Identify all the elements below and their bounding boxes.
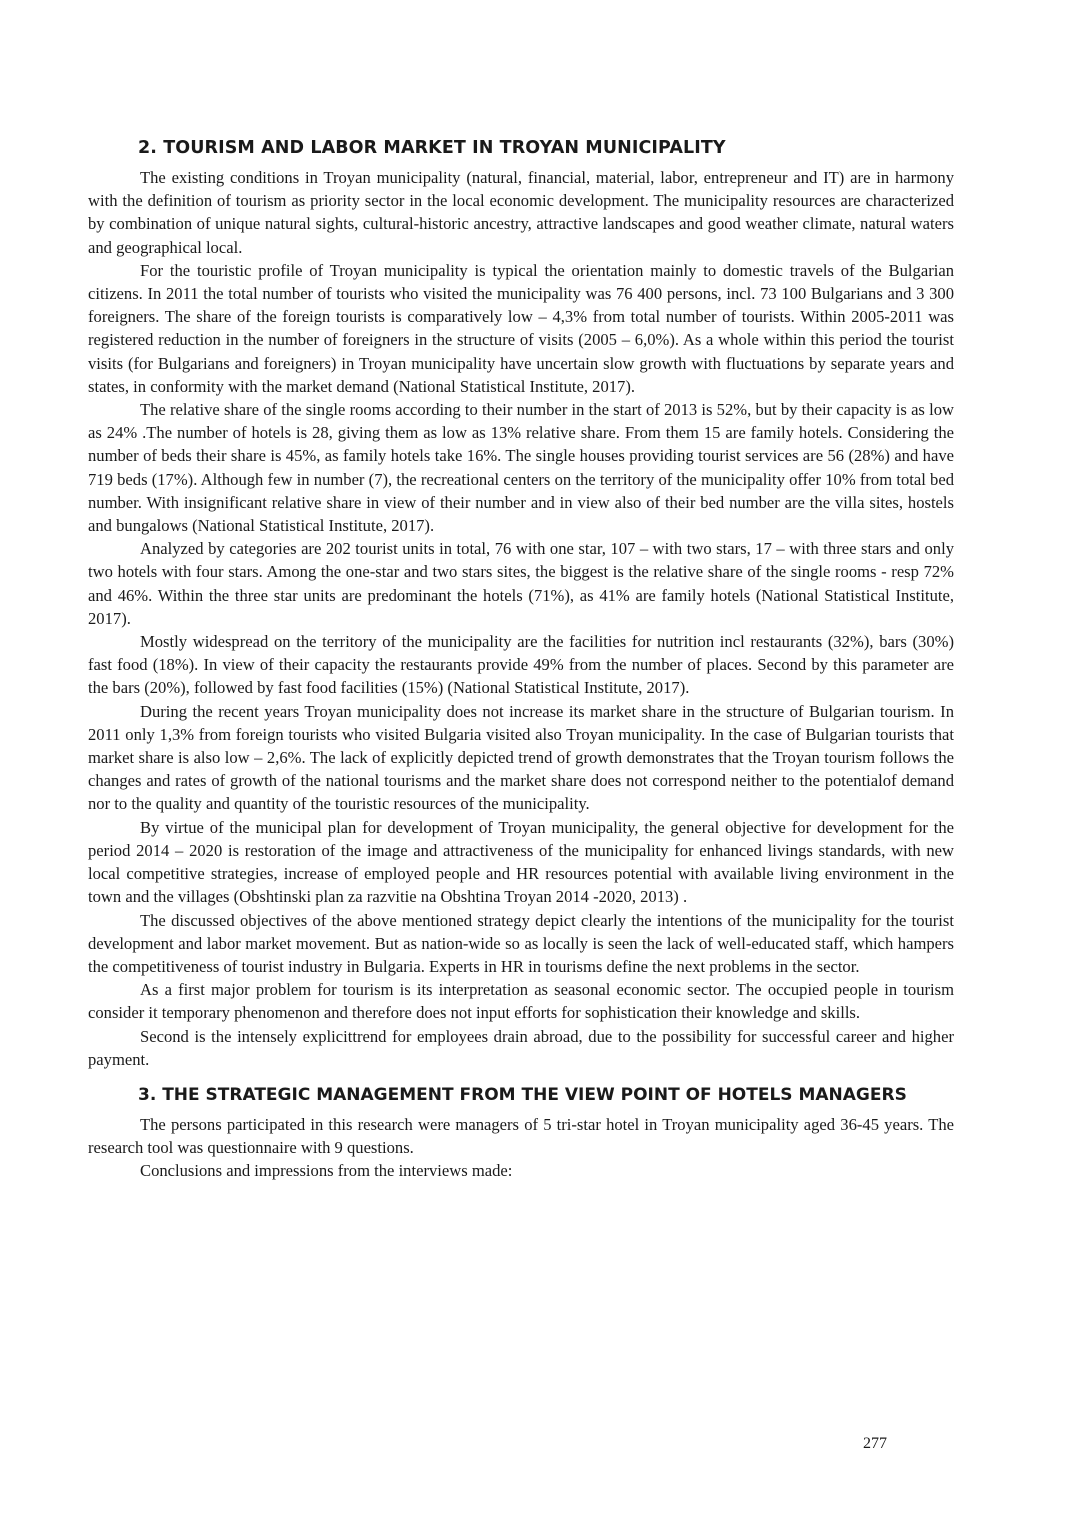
section-2-paragraph: By virtue of the municipal plan for development of Troyan municipality, the general objective for development for the period 2014 – 2020 is restoration of the image and attractiveness of the municipality for enhanced livings standards, with new local competitive strategies, increase of employed people and HR resources potential with available living environment in the town and the villages (Obshtinski plan za razvitie na Obshtina Troyan 2014 -2020, 2013) . [88, 817, 954, 907]
section-2-paragraph: The discussed objectives of the above mentioned strategy depict clearly the intentions of the municipality for the tourist development and labor market movement. But as nation-wide so as locally is seen the lack of well-educated staff, which hampers the competitiveness of tourist industry in Bulgaria. Experts in HR in tourisms define the next problems in the sector. [88, 910, 954, 976]
section-3-paragraph: The persons participated in this research were managers of 5 tri-star hotel in Troyan municipality aged 36-45 years. The research tool was questionnaire with 9 questions. [88, 1114, 954, 1158]
page-number: 277 [863, 1435, 887, 1452]
section-3-paragraph: Conclusions and impressions from the interviews made: [140, 1161, 513, 1181]
section-2-paragraph: For the touristic profile of Troyan municipality is typical the orientation mainly to domestic travels of the Bulgarian citizens. In 2011 the total number of tourists who visited the municipality was 76 400 persons, incl. 73 100 Bulgarians and 3 300 foreigners. The share of the foreign tourists is comparatively low – 4,3% from total number of tourists. Within 2005-2011 was registered reduction in the number of foreigners in the structure of visits (2005 – 6,0%). As a whole within this period the tourist visits (for Bulgarians and foreigners) in Troyan municipality have uncertain slow growth with fluctuations by separate years and states, in conformity with the market demand (National Statistical Institute, 2017). [88, 260, 954, 396]
page-body [88, 134, 954, 1183]
section-2-paragraph: Mostly widespread on the territory of the municipality are the facilities for nutrition incl restaurants (32%), bars (30%) fast food (18%). In view of their capacity the restaurants provide 49% from the number of places. Second by this parameter are the bars (20%), followed by fast food facilities (15%) (National Statistical Institute, 2017). [88, 632, 954, 698]
section-2-heading: 2. TOURISM AND LABOR MARKET IN TROYAN MUNICIPALITY [138, 138, 726, 158]
section-2-paragraph: The relative share of the single rooms according to their number in the start of 2013 is 52%, but by their capacity is as low as 24% .The number of hotels is 28, giving them as low as 13% relative share. From them 15 are family hotels. Considering the number of beds their share is 45%, as family hotels take 16%. The single houses providing tourist services are 56 (28%) and have 719 beds (17%). Although few in number (7), the recreational centers on the territory of the municipality offer 10% from total bed number. With insignificant relative share in view of their number and in view also of their bed number are the villa sites, hostels and bungalows (National Statistical Institute, 2017). [88, 400, 954, 536]
section-3-heading: 3. THE STRATEGIC MANAGEMENT FROM THE VIEW POINT OF HOTELS MANAGERS [138, 1084, 907, 1105]
section-2-paragraph: The existing conditions in Troyan municipality (natural, financial, material, labor, entrepreneur and IT) are in harmony with the definition of tourism as priority sector in the local economic development. The municipality resources are characterized by combination of unique natural sights, cultural-historic ancestry, attractive landscapes and good weather climate, natural waters and geographical local. [88, 168, 954, 257]
section-2-paragraph: As a first major problem for tourism is its interpretation as seasonal economic sector. The occupied people in tourism consider it temporary phenomenon and therefore does not input efforts for sophistication their knowledge and skills. [88, 980, 954, 1023]
section-2-paragraph: Second is the intensely explicittrend for employees drain abroad, due to the possibility for successful career and higher payment. [88, 1026, 954, 1069]
section-2-paragraph: Analyzed by categories are 202 tourist units in total, 76 with one star, 107 – with two stars, 17 – with three stars and only two hotels with four stars. Among the one-star and two stars sites, the biggest is the relative share of the single rooms - resp 72% and 46%. Within the three star units are predominant the hotels (71%), as 41% are family hotels (National Statistical Institute, 2017). [88, 539, 954, 628]
section-2-paragraph: During the recent years Troyan municipality does not increase its market share in the structure of Bulgarian tourism. In 2011 only 1,3% from foreign tourists who visited Bulgaria visited also Troyan municipality. In the case of Bulgarian tourists that market share is also low – 2,6%. The lack of explicitly depicted trend of growth demonstrates that the Troyan tourism follows the changes and rates of growth of the national tourisms and the market share does not correspond neither to the potentialof demand nor to the quality and quantity of the touristic resources of the municipality. [88, 701, 954, 814]
